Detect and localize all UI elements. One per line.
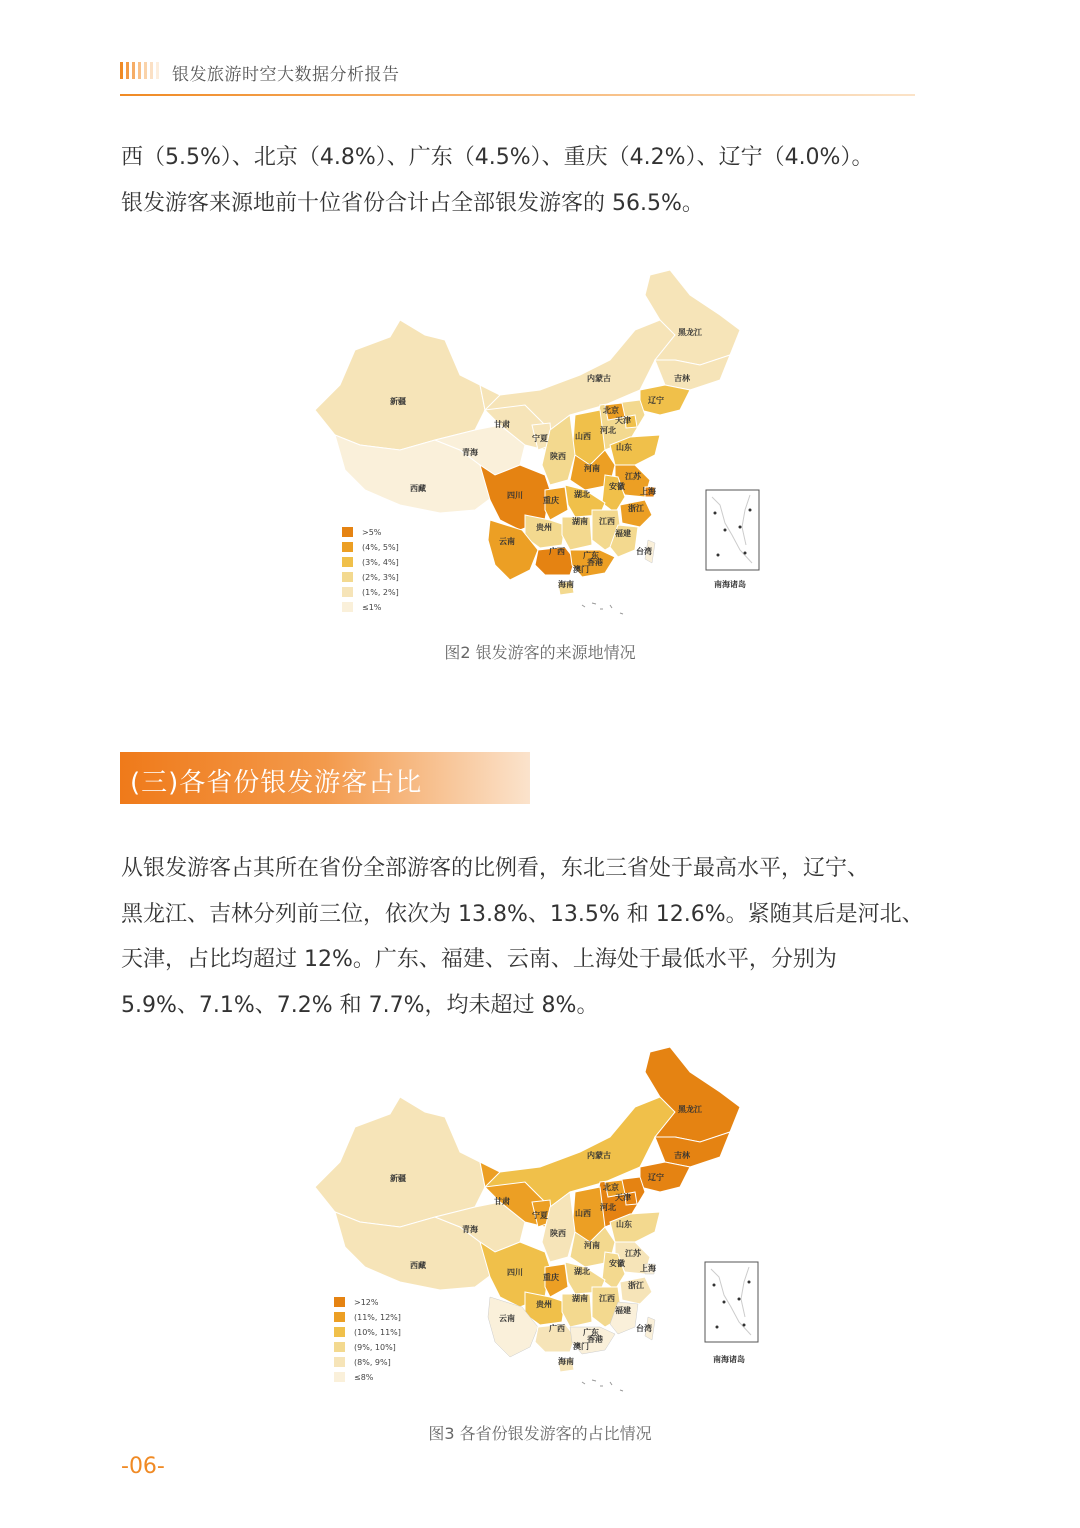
- legend-label: (11%, 12%]: [354, 1313, 401, 1322]
- label-fujian: 福建: [615, 1306, 631, 1315]
- label-jilin: 吉林: [674, 1151, 690, 1160]
- inset-label: 南海诸岛: [714, 580, 746, 589]
- section3-line: 天津，占比均超过 12%。广东、福建、云南、上海处于最低水平，分别为: [121, 947, 837, 972]
- legend-swatch: [342, 557, 353, 567]
- label-xinjiang: 新疆: [390, 1174, 406, 1183]
- legend-label: ≤8%: [354, 1373, 374, 1382]
- label-shanxi: 山西: [575, 432, 591, 441]
- label-ningxia: 宁夏: [532, 1211, 548, 1220]
- label-beijing: 北京: [603, 1183, 619, 1192]
- label-jiangsu: 江苏: [625, 1249, 641, 1258]
- label-zhejiang: 浙江: [628, 504, 644, 513]
- section3-line: 黑龙江、吉林分列前三位，依次为 13.8%、13.5% 和 12.6%。紧随其后是河北、: [121, 901, 924, 927]
- label-hubei: 湖北: [574, 490, 590, 499]
- south-sea-dots: [582, 603, 623, 614]
- label-tianjin: 天津: [615, 1193, 631, 1202]
- figure3-legend: [334, 1297, 401, 1382]
- label-hunan: 湖南: [572, 1294, 588, 1303]
- legend-swatch: [334, 1327, 345, 1337]
- china-map-share: [300, 1042, 780, 1402]
- label-guizhou: 贵州: [536, 523, 552, 532]
- figure2-caption: 图2 银发游客的来源地情况: [444, 643, 636, 662]
- header-bar: [138, 62, 141, 79]
- label-zhejiang: 浙江: [628, 1281, 644, 1290]
- header-bar: [120, 62, 123, 79]
- header-bars-decoration: [120, 62, 159, 79]
- label-henan: 河南: [584, 1241, 600, 1250]
- label-chongqing: 重庆: [543, 496, 559, 505]
- label-xianggang: 香港: [587, 558, 603, 567]
- label-gansu: 甘肃: [494, 1197, 510, 1206]
- label-jilin: 吉林: [674, 374, 690, 383]
- label-heilongjiang: 黑龙江: [678, 328, 702, 337]
- figure2-map: [300, 265, 780, 625]
- province-xinjiang: [315, 1097, 485, 1227]
- legend-swatch: [342, 527, 353, 537]
- label-hebei: 河北: [600, 426, 616, 435]
- label-shanghai: 上海: [640, 487, 656, 496]
- legend-label: (10%, 11%]: [354, 1328, 401, 1337]
- section-banner: [120, 752, 530, 804]
- intro-line: 西（5.5%）、北京（4.8%）、广东（4.5%）、重庆（4.2%）、辽宁（4.0%）。: [121, 145, 874, 170]
- label-anhui: 安徽: [609, 482, 625, 491]
- header-bar: [150, 62, 153, 79]
- label-guangxi: 广西: [549, 1324, 565, 1333]
- label-gansu: 甘肃: [494, 420, 510, 429]
- legend-swatch: [334, 1312, 345, 1322]
- inset-label: 南海诸岛: [713, 1355, 745, 1364]
- section3-line: 5.9%、7.1%、7.2% 和 7.7%，均未超过 8%。: [121, 992, 599, 1018]
- legend-swatch: [342, 542, 353, 552]
- label-yunnan: 云南: [499, 537, 515, 546]
- label-sichuan: 四川: [507, 1268, 523, 1277]
- legend-label: >12%: [354, 1298, 379, 1307]
- label-henan: 河南: [584, 464, 600, 473]
- legend-label: (9%, 10%]: [354, 1343, 396, 1352]
- label-shandong: 山东: [616, 443, 632, 452]
- label-chongqing: 重庆: [543, 1273, 559, 1282]
- intro-line: 银发游客来源地前十位省份合计占全部银发游客的 56.5%。: [121, 190, 704, 216]
- legend-label: (1%, 2%]: [362, 588, 399, 597]
- intro-paragraph: [121, 135, 921, 226]
- label-guangxi: 广西: [549, 547, 565, 556]
- label-xizang: 西藏: [410, 484, 426, 493]
- label-xianggang: 香港: [587, 1335, 603, 1344]
- label-yunnan: 云南: [499, 1314, 515, 1323]
- label-aomen: 澳门: [573, 565, 589, 574]
- label-neimenggu: 内蒙古: [587, 374, 611, 383]
- legend-label: (3%, 4%]: [362, 558, 399, 567]
- header-divider: [120, 94, 915, 96]
- report-title: 银发旅游时空大数据分析报告: [172, 65, 400, 85]
- label-guizhou: 贵州: [536, 1300, 552, 1309]
- label-qinghai: 青海: [462, 1225, 478, 1234]
- province-xinjiang: [315, 320, 485, 450]
- label-guangdong: 广东: [583, 551, 599, 560]
- label-jiangxi: 江西: [599, 1294, 615, 1303]
- label-xinjiang: 新疆: [390, 397, 406, 406]
- header-bar: [132, 62, 135, 79]
- label-shandong: 山东: [616, 1220, 632, 1229]
- label-beijing: 北京: [603, 406, 619, 415]
- figure2-legend: [342, 527, 399, 612]
- section-title: (三)各省份银发游客占比: [130, 768, 423, 798]
- label-fujian: 福建: [615, 529, 631, 538]
- label-hainan: 海南: [558, 1357, 574, 1366]
- legend-swatch: [334, 1342, 345, 1352]
- south-sea-inset: [705, 1262, 758, 1364]
- legend-swatch: [342, 602, 353, 612]
- section3-paragraph: [121, 846, 924, 1028]
- legend-label: ≤1%: [362, 603, 382, 612]
- label-liaoning: 辽宁: [648, 396, 664, 405]
- south-sea-dots: [582, 1380, 623, 1391]
- header-bar: [144, 62, 147, 79]
- label-hainan: 海南: [558, 580, 574, 589]
- figure3-map: [300, 1042, 780, 1402]
- south-sea-inset: [706, 490, 759, 589]
- label-neimenggu: 内蒙古: [587, 1151, 611, 1160]
- label-guangdong: 广东: [583, 1328, 599, 1337]
- page-header: [120, 58, 915, 96]
- label-jiangsu: 江苏: [625, 472, 641, 481]
- legend-label: (8%, 9%]: [354, 1358, 391, 1367]
- legend-label: (4%, 5%]: [362, 543, 399, 552]
- label-taiwan: 台湾: [636, 1324, 652, 1333]
- label-shaanxi: 陕西: [550, 1229, 566, 1238]
- label-hebei: 河北: [600, 1203, 616, 1212]
- legend-swatch: [334, 1297, 345, 1307]
- label-liaoning: 辽宁: [648, 1173, 664, 1182]
- label-hunan: 湖南: [572, 517, 588, 526]
- legend-swatch: [342, 587, 353, 597]
- label-heilongjiang: 黑龙江: [678, 1105, 702, 1114]
- label-anhui: 安徽: [609, 1259, 625, 1268]
- legend-label: (2%, 3%]: [362, 573, 399, 582]
- header-bar: [126, 62, 129, 79]
- label-shaanxi: 陕西: [550, 452, 566, 461]
- label-qinghai: 青海: [462, 448, 478, 457]
- legend-swatch: [334, 1357, 345, 1367]
- label-shanxi: 山西: [575, 1209, 591, 1218]
- label-tianjin: 天津: [615, 416, 631, 425]
- legend-swatch: [334, 1372, 345, 1382]
- legend-swatch: [342, 572, 353, 582]
- legend-label: >5%: [362, 528, 382, 537]
- label-taiwan: 台湾: [636, 547, 652, 556]
- china-map-source: [300, 265, 780, 625]
- label-shanghai: 上海: [640, 1264, 656, 1273]
- figure3-caption: 图3 各省份银发游客的占比情况: [428, 1424, 652, 1443]
- label-hubei: 湖北: [574, 1267, 590, 1276]
- label-jiangxi: 江西: [599, 517, 615, 526]
- label-aomen: 澳门: [573, 1342, 589, 1351]
- header-bar: [156, 62, 159, 79]
- page-number: -06-: [121, 1454, 165, 1479]
- label-xizang: 西藏: [410, 1261, 426, 1270]
- label-sichuan: 四川: [507, 491, 523, 500]
- section3-line: 从银发游客占其所在省份全部游客的比例看，东北三省处于最高水平，辽宁、: [121, 856, 870, 881]
- label-ningxia: 宁夏: [532, 434, 548, 443]
